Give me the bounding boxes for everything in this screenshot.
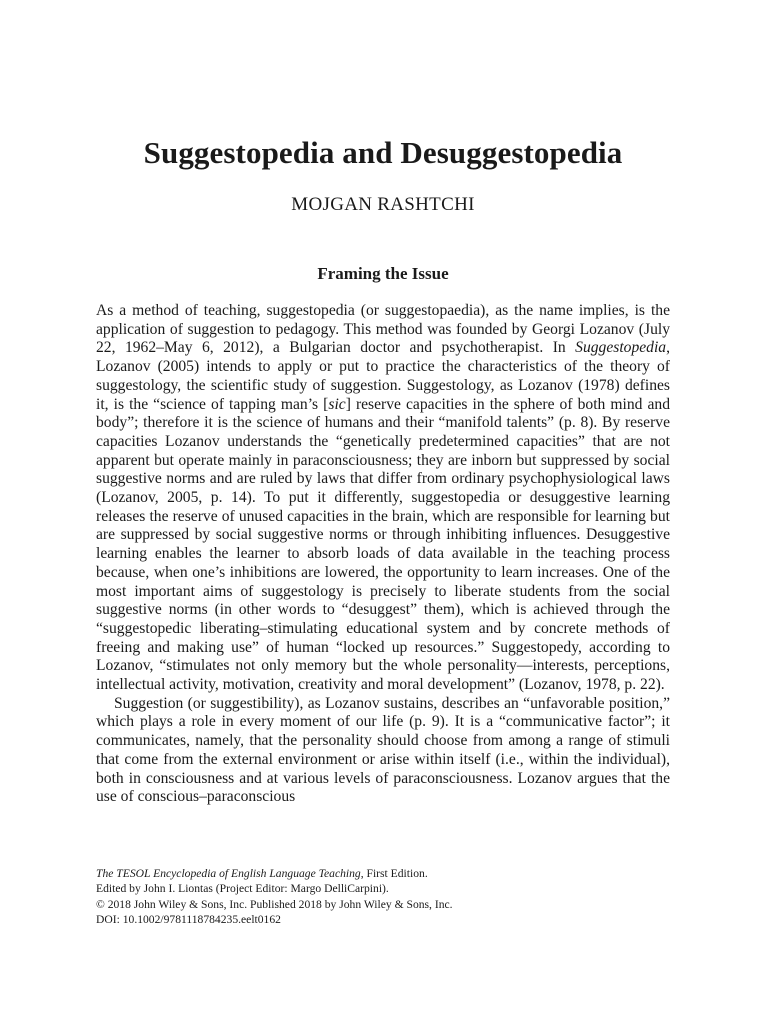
footer-edition: , First Edition. bbox=[360, 867, 428, 880]
footer-edited-by: Edited by John I. Liontas (Project Editor: Margo DelliCarpini). bbox=[96, 882, 389, 896]
footer-book-line bbox=[96, 866, 670, 881]
paragraph-1 bbox=[96, 302, 670, 695]
paragraph-1-part-c: , Lozanov (2005) intends to apply or put to practice the characteristics of the theory of suggestology, the scientific study of suggestion. Suggestology, as Lozanov (1978) defines it, is the “science of tapping man’s [ bbox=[96, 339, 670, 413]
paragraph-2: Suggestion (or suggestibility), as Lozanov sustains, describes an “unfavorable position,” which plays a role in every moment of our life (p. 9). It is a “communicative factor”; it communicates, namely, that the personality should choose from among a range of stimuli that come from the external environment or arise within itself (i.e., within the individual), both in consciousness and at various levels of paraconsciousness. Lozanov argues that the use of conscious–paraconscious bbox=[96, 694, 670, 806]
citation-footer bbox=[96, 866, 670, 927]
section-heading: Framing the Issue bbox=[317, 264, 449, 283]
article-author: MOJGAN RASHTCHI bbox=[291, 194, 475, 215]
article-body bbox=[96, 302, 670, 807]
footer-copyright: © 2018 John Wiley & Sons, Inc. Published 2018 by John Wiley & Sons, Inc. bbox=[96, 897, 453, 911]
paragraph-1-part-a: As a method of teaching, suggestopedia (or suggestopaedia), as the name implies, is the application of suggestion to pedagogy. This method was founded by Georgi Lozanov (July 22, 1962–May 6, 2012), a Bulgarian doctor and psychotherapist. In bbox=[96, 302, 670, 357]
italic-term-sic: sic bbox=[328, 395, 346, 413]
article-title: Suggestopedia and Desuggestopedia bbox=[143, 135, 623, 170]
italic-term-suggestopedia: Suggestopedia bbox=[575, 339, 667, 357]
footer-doi: DOI: 10.1002/9781118784235.eelt0162 bbox=[96, 912, 281, 926]
footer-book-title: The TESOL Encyclopedia of English Language Teaching bbox=[96, 867, 361, 880]
paragraph-1-part-e: ] reserve capacities in the sphere of both mind and body”; therefore it is the science of humans and their “manifold talents” (p. 8). By reserve capacities Lozanov understands the “genetically predetermined capacities” that are not apparent but operate mainly in paraconsciousness; they are inborn but suppressed by social suggestive norms and are ruled by laws that differ from ordinary psychophysiological laws (Lozanov, 2005, p. 14). To put it differently, suggestopedia or desuggestive learning releases the reserve of unused capacities in the brain, which are responsible for learning but are suppressed by social suggestive norms or through inhibiting influences. Desuggestive learning enables the learner to absorb loads of data available in the teaching process because, when one’s inhibitions are lowered, the opportunity to learn increases. One of the most important aims of suggestology is precisely to liberate students from the social suggestive norms (in other words to “desuggest” them), which is achieved through the “suggestopedic liberating–stimulating educational system and by concrete methods of freeing and making use” of human “locked up resources.” Suggestopedy, according to Lozanov, “stimulates not only memory but the whole personality—interests, perceptions, intellectual activity, motivation, creativity and moral development” (Lozanov, 1978, p. 22). bbox=[96, 395, 670, 694]
